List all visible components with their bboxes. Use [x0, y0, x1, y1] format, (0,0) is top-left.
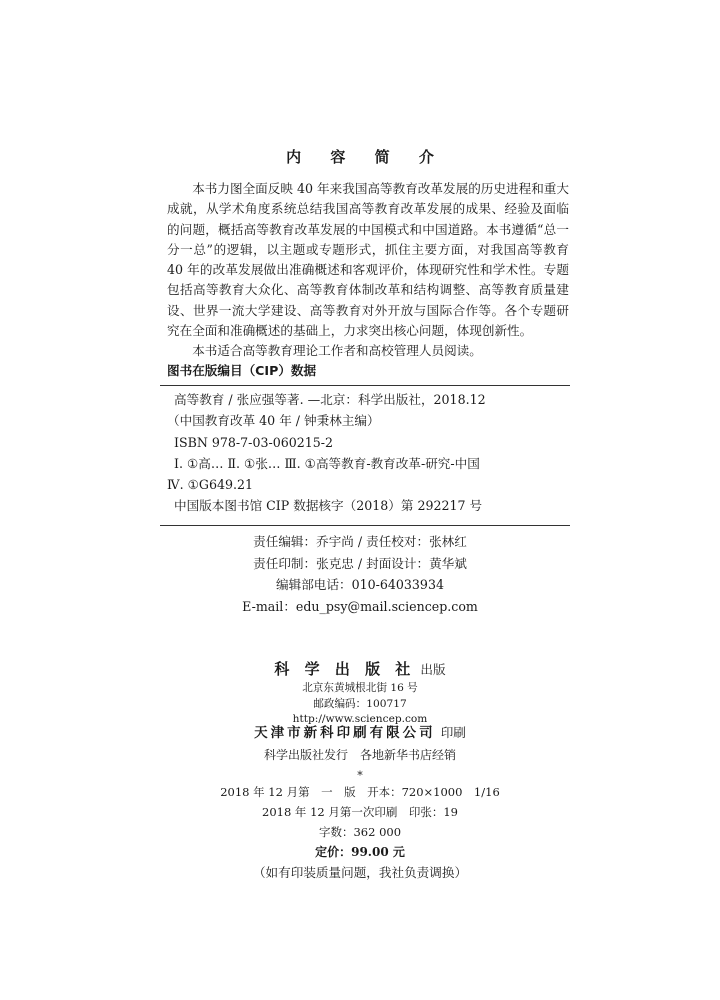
credits-email: E-mail：edu_psy@mail.sciencep.com	[242, 598, 478, 614]
cip-line-5: Ⅳ. ①G649.21	[167, 477, 254, 493]
publisher-address: 北京东黄城根北街 16 号	[302, 682, 418, 694]
abstract-paragraph-1: 本书力图全面反映 40 年来我国高等教育改革发展的历史进程和重大成就，从学术角度系统总结我国高等教育改革发展的成果、经验及面临的问题，概括高等教育改革发展的中国模式和中国道路。本书遵循“总一分一总”的逻辑，以主题或专题形式，抓住主要方面，对我国高等教育 40 年的改革发展做出准确概述和客观评价，体现研究性和学术性。专题包括高等教育大众化、高等教育体制改革和结构调整、高等教育质量建设、世界一流大学建设、高等教育对外开放与国际合作等。各个专题研究在全面和准确概述的基础上，力求突出核心问题，体现创新性。	[167, 181, 569, 339]
publisher-block	[0, 658, 720, 728]
credits-editors: 责任编辑：乔宇尚 / 责任校对：张林红	[253, 534, 467, 549]
separator-star: *	[357, 769, 363, 782]
cip-block	[167, 389, 569, 517]
credits-block	[0, 531, 720, 617]
cip-line-6: 中国版本图书馆 CIP 数据核字（2018）第 292217 号	[174, 498, 483, 514]
abstract-paragraph-2: 本书适合高等教育理论工作者和高校管理人员阅读。	[192, 343, 482, 359]
printer-block	[0, 721, 720, 741]
specs-printing: 2018 年 12 月第一次印刷 印张：19	[262, 805, 458, 819]
credits-production: 责任印制：张克忠 / 封面设计：黄华斌	[253, 555, 467, 571]
publisher-website: http://www.sciencep.com	[292, 713, 428, 725]
specs-block	[0, 770, 720, 862]
publisher-suffix: 出版	[420, 662, 446, 677]
distribution-line: 科学出版社发行 各地新华书店经销	[263, 748, 456, 762]
printer-suffix: 印刷	[440, 725, 466, 740]
page-title: 内 容 简 介	[286, 148, 446, 166]
cip-heading: 图书在版编目（CIP）数据	[167, 363, 317, 378]
credits-phone: 编辑部电话：010-64033934	[276, 577, 444, 592]
cip-top-rule	[160, 385, 570, 386]
specs-edition: 2018 年 12 月第 一 版 开本：720×1000 1/16	[220, 785, 500, 799]
specs-price: 定价：99.00 元	[315, 845, 405, 859]
cip-line-3: ISBN 978-7-03-060215-2	[174, 434, 334, 450]
specs-word-count: 字数：362 000	[318, 825, 402, 839]
cip-bottom-rule	[160, 525, 570, 526]
cip-line-2: （中国教育改革 40 年 / 钟秉林主编）	[167, 413, 380, 429]
publisher-postcode: 邮政编码：100717	[313, 697, 407, 710]
abstract	[167, 179, 569, 362]
cip-line-1: 高等教育 / 张应强等著. —北京：科学出版社，2018.12	[174, 392, 486, 407]
quality-notice: （如有印装质量问题，我社负责调换）	[252, 865, 468, 880]
publisher-name: 科 学 出 版 社	[274, 660, 416, 678]
printer-name: 天津市新科印刷有限公司	[254, 725, 436, 741]
cip-line-4: Ⅰ. ①高… Ⅱ. ①张… Ⅲ. ①高等教育-教育改革-研究-中国	[174, 455, 480, 471]
